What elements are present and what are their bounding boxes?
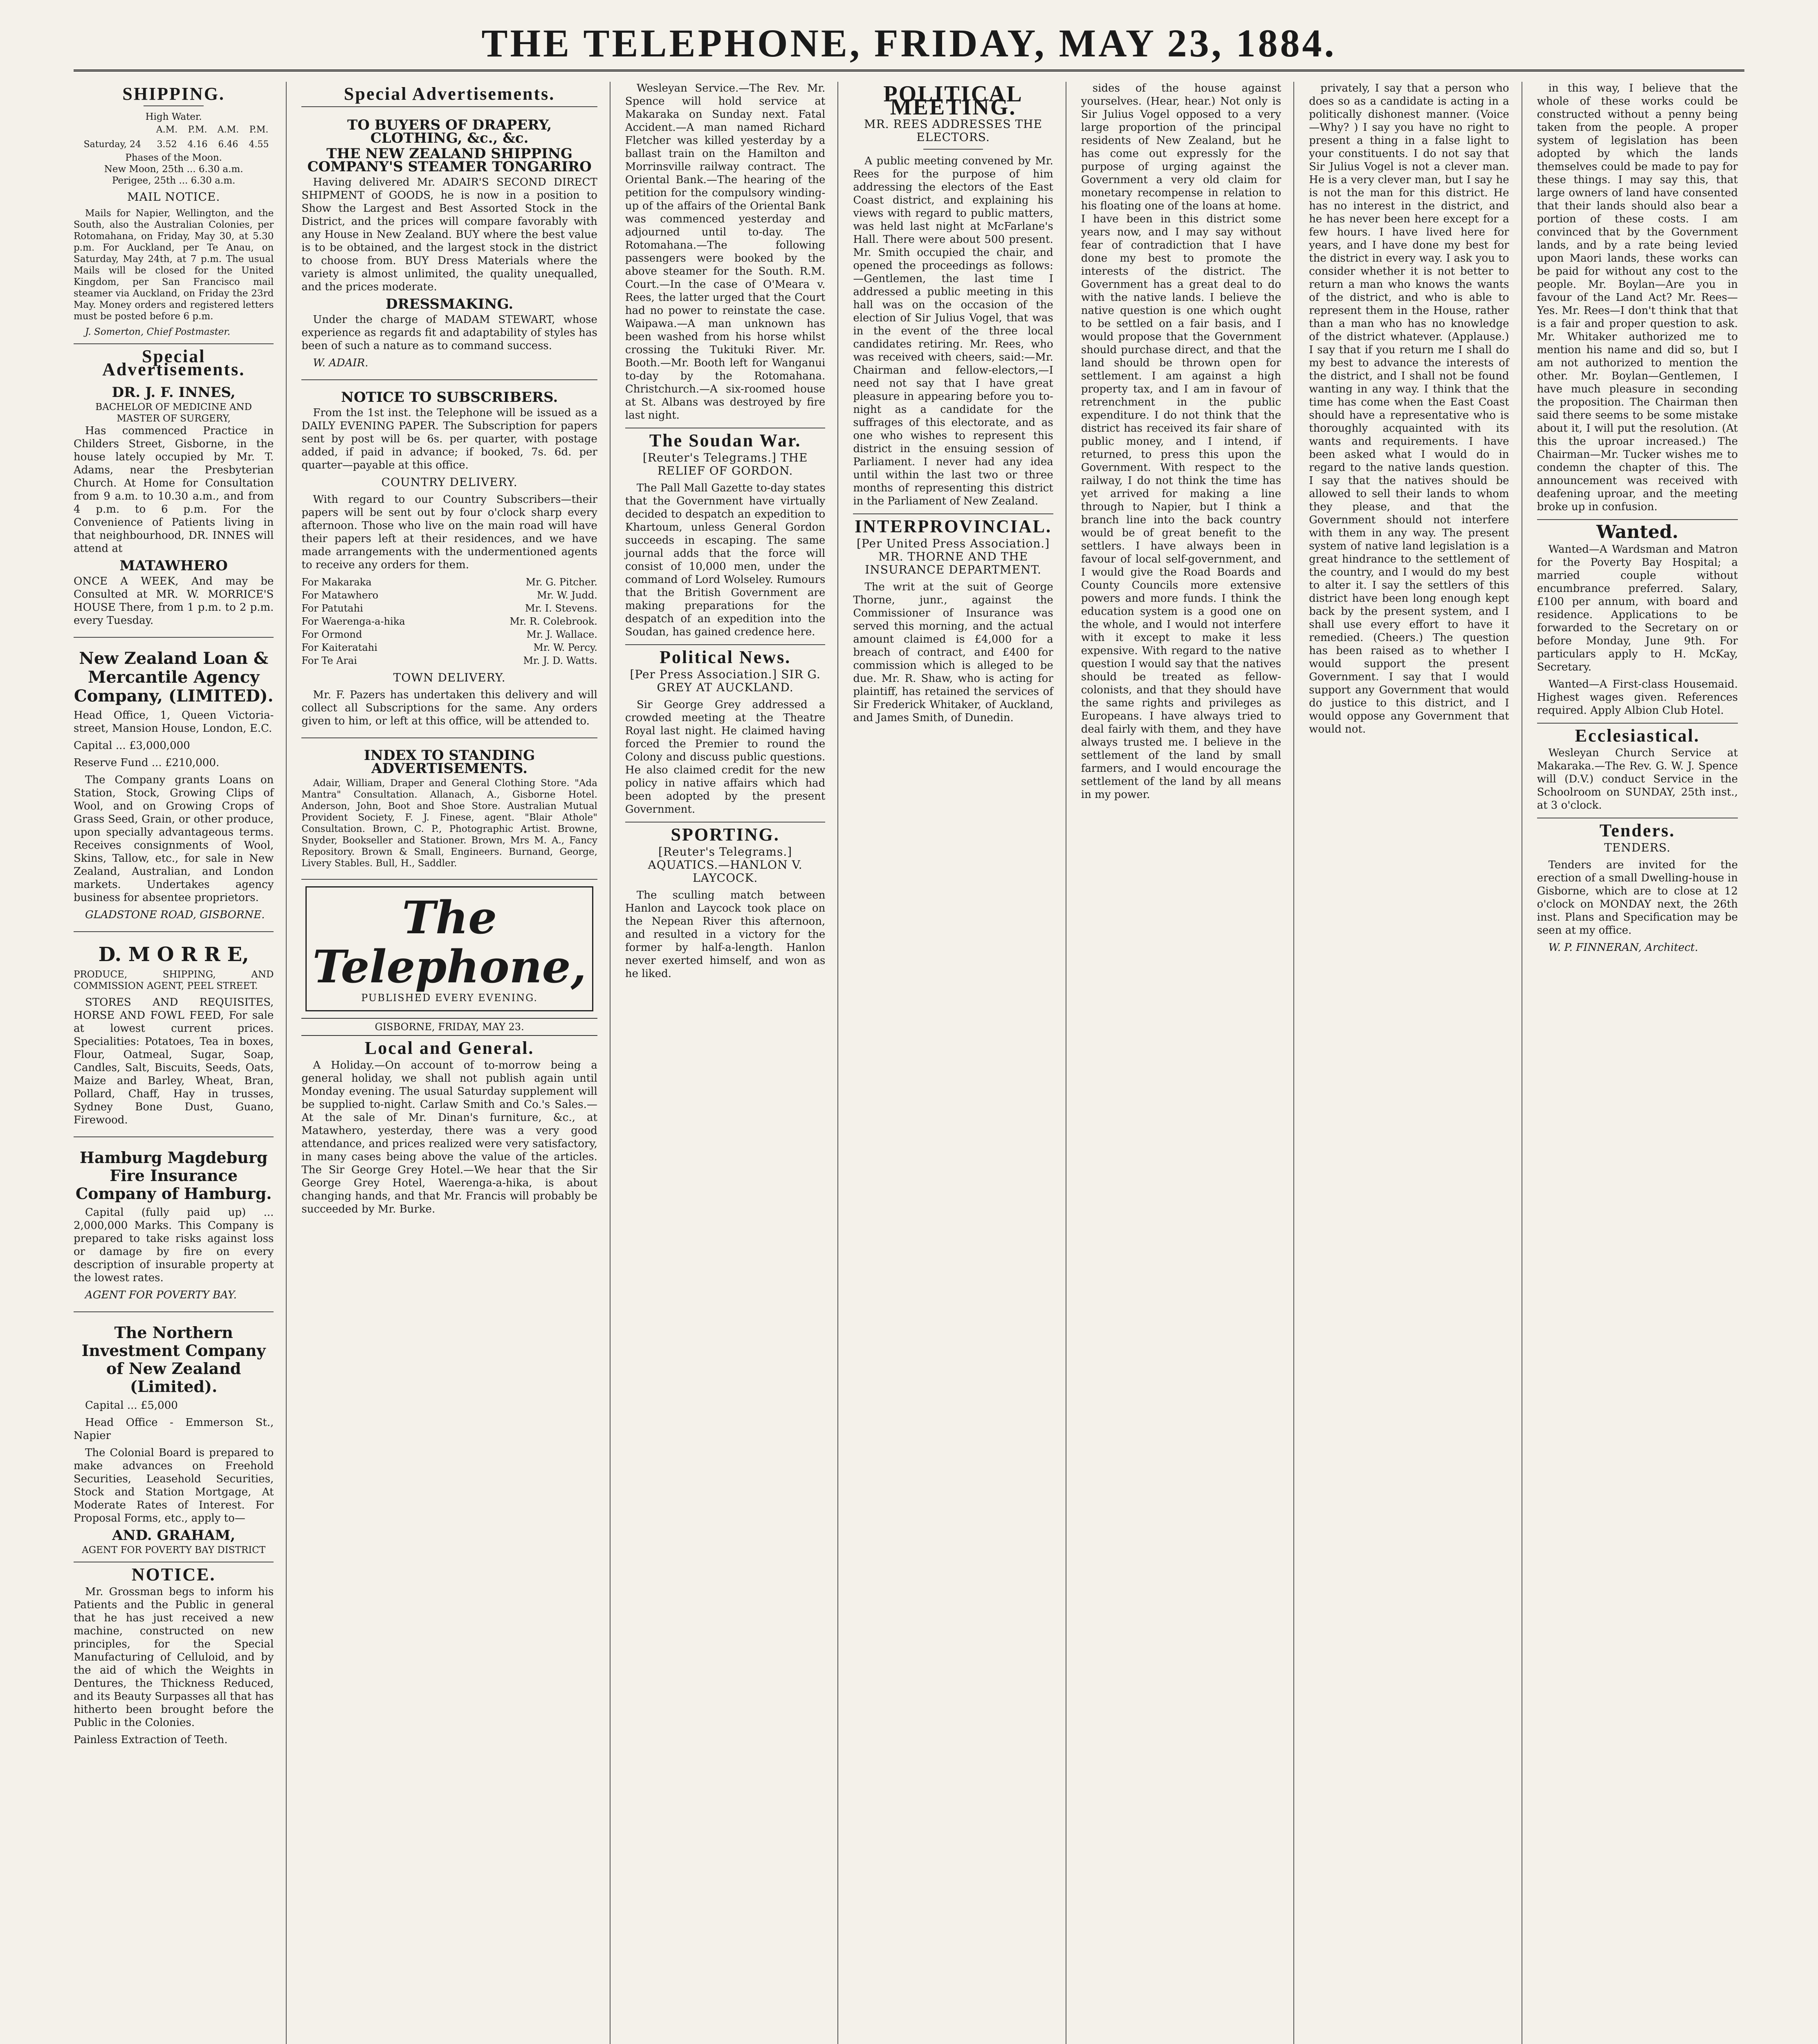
hamburg-text: Capital (fully paid up) ... 2,000,000 Marks. This Company is prepared to take risks against loss or damage by fire on every description of insurable property at the lowest rates. [74,1206,274,1284]
column-3 [625,82,838,2044]
moon-row: Perigee, 25th ... 6.30 a.m. [112,175,236,186]
tide-cell: 4.16 [187,139,208,150]
notice-foot: Painless Extraction of Teeth. [74,1734,228,1746]
interprovincial-title: INTERPROVINCIAL. [855,516,1052,536]
dmore-ad [74,937,274,1137]
ecclesiastical-title: Ecclesiastical. [1575,726,1700,746]
index-title: INDEX TO STANDING ADVERTISEMENTS. [364,747,535,777]
mail-title: MAIL NOTICE. [127,190,220,204]
tide-cell: 4.55 [249,139,269,150]
nzloan-agent: GLADSTONE ROAD, GISBORNE. [85,909,265,921]
agent-row: For Kaiteratahi Mr. W. Percy. [301,642,597,653]
column-7 [1537,82,1750,2044]
sporting-title: SPORTING. [671,825,780,845]
divider [144,105,204,106]
shipping-title: SHIPPING. [122,84,225,104]
matawhero-text: ONCE A WEEK, And may be Consulted at MR. W. MORRICE'S HOUSE There, from 1 p.m. to 2 p.m. every Tuesday. [74,575,274,627]
nzloan-reserve: Reserve Fund ... £210,000. [74,757,220,769]
political-meeting-sub: MR. REES ADDRESSES THE ELECTORS. [864,117,1043,144]
divider [1537,519,1738,520]
town-text: Mr. F. Pazers has undertaken this delivery and will collect all Subscriptions for the same. Any orders given to him, or left at this office, will be attended to. [301,689,597,727]
agent-row: For Makaraka Mr. G. Pitcher. [301,576,597,588]
tenders-sub: TENDERS. [1604,841,1671,854]
moon-row: New Moon, 25th ... 6.30 a.m. [104,164,243,175]
masthead [74,12,1744,72]
dmore-text: STORES AND REQUISITES, HORSE AND FOWL FEED, For sale at lowest current prices. Specialities: Potatoes, Tea in boxes, Flour, Oatmeal, Sugar, Soap, Candles, Salt, Biscuits, Seeds, Oats, Maize and Barley, Wheat, Bran, Pollard, Chaff, Hay in trusses, Sydney Bone Dust, Guano, Firewood. [74,996,274,1126]
tide-col-header: A.M. [217,125,239,135]
drapery-to: TO BUYERS OF DRAPERY, CLOTHING, &c., &c. [347,117,552,146]
divider [74,343,274,344]
divider [853,513,1053,514]
nzloan-ad [74,643,274,932]
matawhero-title: MATAWHERO [119,558,228,574]
country-title: COUNTRY DELIVERY. [381,475,518,489]
soudan-sub: [Reuter's Telegrams.] THE RELIEF OF GORDON. [642,451,808,477]
dateline: GISBORNE, FRIDAY, MAY 23. [301,1018,597,1036]
doctor-name: DR. J. F. INNES, [112,384,236,401]
logo-text: The Telephone, [312,891,586,993]
local-title: Local and General. [364,1038,534,1058]
column-2 [301,82,610,2044]
column-1 [74,82,287,2044]
column-5 [1081,82,1294,2044]
ecclesiastical-text: Wesleyan Church Service at Makaraka.—The Rev. G. W. J. Spence will (D.V.) conduct Service in the Schoolroom on SUNDAY, 25th inst., at 3 o'clock. [1537,747,1738,811]
political-news-title: Political News. [660,647,791,667]
dmore-sub: PRODUCE, SHIPPING, AND COMMISSION AGENT, PEEL STREET. [74,969,274,991]
tide-col-header: A.M. [156,125,178,135]
newspaper-logo [305,886,593,1011]
political-news-text: Sir George Grey addressed a crowded meeting at the Theatre Royal last night. He claimed having forced the Premier to round the Colony and discuss public questions. He also claimed credit for the new policy in native affairs which had been adopted by the present Government. [625,699,826,816]
shipping-company: THE NEW ZEALAND SHIPPING COMPANY'S STEAMER TONGARIRO [307,146,592,175]
agent-row: For Te Arai Mr. J. D. Watts. [301,655,597,666]
subscribers-notice [301,385,597,738]
nzloan-office: Head Office, 1, Queen Victoria-street, Mansion House, London, E.C. [74,709,274,735]
tenders-title: Tenders. [1599,820,1675,840]
tide-col-header: P.M. [188,125,207,135]
tenders-text: Tenders are invited for the erection of a small Dwelling-house in Gisborne, which are to close at 12 o'clock on MONDAY next, the 26th inst. Plans and Specification may be seen at my office. [1537,859,1738,937]
agent-row: For Matawhero Mr. W. Judd. [301,589,597,601]
wanted-text: Wanted—A Wardsman and Matron for the Poverty Bay Hospital; a married couple without encumbrance preferred. Salary, £100 per annum, with board and residence. Applications to be forwarded to the Secretary on or before Monday, June 9th. For particulars apply to H. McKay, Secretary. [1537,543,1738,673]
column-4 [853,82,1066,2044]
wanted-text-2: Wanted—A First-class Housemaid. Highest wages given. References required. Apply Albion Club Hotel. [1537,678,1738,717]
graham-sub: AGENT FOR POVERTY BAY DISTRICT [82,1545,266,1555]
section-title: Special Advertisements. [344,84,555,104]
subscribers-title: NOTICE TO SUBSCRIBERS. [341,389,558,406]
section-title: Special Advertisements. [102,346,245,379]
hamburg-title: Hamburg Magdeburg Fire Insurance Company of Hamburg. [75,1148,272,1203]
column-6 [1309,82,1522,2044]
divider [625,644,825,645]
northern-ad [74,1317,274,1562]
drapery-ad [301,113,597,380]
tide-cell: Saturday, 24 [83,139,141,150]
mail-text: Mails for Napier, Wellington, and the South, also the Australian Colonies, per Rotomahana, on Friday, May 30, at 5.30 p.m. For Auckland, per Te Anau, on Saturday, May 24th, at 7 p.m. The usual Mails will be closed for the United Kingdom, per San Francisco mail steamer via Auckland, on Friday the 23rd May. Money orders and registered letters must be posted before 6 p.m. [74,208,274,322]
logo-sub: PUBLISHED EVERY EVENING. [361,992,538,1004]
tenders-signature: W. P. FINNERAN, Architect. [1548,941,1698,954]
nzloan-capital: Capital ... £3,000,000 [74,740,190,752]
northern-text: The Colonial Board is prepared to make advances on Freehold Securities, Leasehold Securities, Stock and Station Mortgage, At Moderate Rates of Interest. For Proposal Forms, etc., apply to— [74,1447,274,1524]
interprovincial-text: The writ at the suit of George Thorne, junr., against the Commissioner of Insurance was served this morning, and the actual amount claimed is £4,000 for a breach of contract, and £400 for commission which is alleged to be due. Mr. R. Shaw, who is acting for plaintiff, has retained the services of Sir Frederick Whitaker, of Auckland, and James Smith, of Dunedin. [853,581,1053,724]
divider [923,149,983,150]
tide-title: High Water. [145,112,202,122]
hamburg-ad [74,1142,274,1312]
meeting-text: privately, I say that a person who does so as a candidate is acting in a politically dishonest manner. (Voice—Why? ) I say you have no right to present a thing in a false light to your constituents. I do not say that Sir Julius Vogel is not a clever man. He is a very clever man, but I say he is not the man for this district. He has no interest in the district, and he has never been here except for a few hours. I have lived here for years, and I have done my best for the district in every way. I ask you to consider whether it is not better to return a man who knows the wants of the district, and who is able to represent them in the House, rather than a man who has no knowledge of the district whatever. (Applause.) I say that if you return me I shall do my best to advance the interests of the district, and I shall not be found wanting in any way. I think that the time has come when the East Coast should have a representative who is thoroughly acquainted with its wants and requirements. I have been asked what I would do in regard to the native lands question. I say that the natives should be allowed to sell their lands to whom they please, and that the Government should not interfere with them in any way. The present system of native land legislation is a great hindrance to the settlement of the country, and I would do my best to alter it. I say the settlers of this district have been long enough kept back by the present system, and I shall use every effort to have it remedied. (Cheers.) The question has been raised as to whether I would support the present Government. I say that I would support any Government that would do justice to this district, and I would oppose any Government that would not. [1309,82,1509,735]
country-text: With regard to our Country Subscribers—their papers will be sent out by four o'clock sharp every afternoon. Those who live on the main road will have their papers left at their residences, and we have made arrangements with the undermentioned agents to receive any orders for them. [301,493,597,571]
local-text: Wesleyan Service.—The Rev. Mr. Spence will hold service at Makaraka on Sunday next. Fatal Accident.—A man named Richard Fletcher was killed yesterday by a ballast train on the Hamilton and Morrinsville railway contract. The Oriental Bank.—The hearing of the petition for the compulsory winding-up of the affairs of the Oriental Bank was commenced yesterday and adjourned until to-day. The Rotomahana.—The following passengers were booked by the above steamer for the South. R.M. Court.—In the case of O'Meara v. Rees, the latter urged that the Court had no power to reinstate the case. Waipawa.—A man unknown has been washed from his horse whilst crossing the Tukituki River. Mr. Booth.—Mr. Booth left for Wanganui to-day by the Rotomahana. Christchurch.—A six-roomed house at St. Albans was destroyed by fire last night. [625,82,826,421]
hamburg-agent: AGENT FOR POVERTY BAY. [85,1289,237,1301]
adair-signature: W. ADAIR. [313,357,368,369]
divider [625,822,825,823]
interprovincial-sub: [Per United Press Association.] MR. THORNE AND THE INSURANCE DEPARTMENT. [856,537,1050,576]
nzloan-text: The Company grants Loans on Station, Stock, Growing Clips of Wool, and on Growing Crops of Grass Seed, Grain, or other produce, upon specially advantageous terms. Receives consignments of Wool, Skins, Tallow, etc., for sale in New Zealand, Australian, and London markets. Undertakes agency business for absentee proprietors. [74,774,274,904]
columns [74,82,1750,2044]
agent-list [301,576,597,667]
notice-text: Mr. Grossman begs to inform his Patients and the Public in general that he has just received a new machine, constructed on new principles, for the Special Manufacturing of Celluloid, and by the aid of which the Weights in Dentures, the Thickness Reduced, and its Beauty Surpasses all that has hitherto been brought before the Public in the Colonies. [74,1586,274,1729]
town-title: TOWN DELIVERY. [393,671,506,684]
political-news-sub: [Per Press Association.] SIR G. GREY AT AUCKLAND. [630,668,821,694]
index-ad [301,743,597,880]
agent-row: For Patutahi Mr. I. Stevens. [301,603,597,614]
mail-signature: J. Somerton, Chief Postmaster. [85,327,231,337]
political-meeting-title: POLITICAL MEETING. [883,81,1023,120]
tide-table [74,123,274,152]
nzloan-title: New Zealand Loan & Mercantile Agency Company, (LIMITED). [74,649,274,706]
sporting-text: The sculling match between Hanlon and Laycock took place on the Nepean River this afternoon, and resulted in a victory for the former by half-a-length. Hanlon never exerted himself, and won as he liked. [625,889,826,980]
tide-cell: 3.52 [157,139,177,150]
page-title: THE TELEPHONE, FRIDAY, MAY 23, 1884. [481,21,1337,65]
soudan-text: The Pall Mall Gazette to-day states that the Government have virtually decided to despatch an expedition to Khartoum, unless General Gordon succeeds in escaping. The same journal adds that the force will consist of 10,000 men, under the command of Lord Wolseley. Rumours that the British Government are making preparations for the despatch of an expedition into the Soudan, has gained credence here. [625,482,826,638]
doctor-text: Has commenced Practice in Childers Street, Gisborne, in the house lately occupied by Mr. T. Adams, near the Presbyterian Church. At Home for Consultation from 9 a.m. to 10.30 a.m., and from 4 p.m. to 6 p.m. For the Convenience of Patients living in that neighbourhood, DR. INNES will attend at [74,425,274,555]
tide-cell: 6.46 [218,139,238,150]
dressmaking-title: DRESSMAKING. [386,296,514,312]
moon-title: Phases of the Moon. [125,152,222,163]
doctor-sub: BACHELOR OF MEDICINE AND MASTER OF SURGERY, [95,402,252,424]
notice-title: NOTICE. [131,1564,216,1585]
sporting-sub: [Reuter's Telegrams.] AQUATICS.—HANLON V. LAYCOCK. [648,845,803,885]
wanted-title: Wanted. [1596,522,1679,542]
doctor-ad [74,380,274,638]
northern-capital: Capital ... £5,000 [85,1399,178,1412]
dmore-title: D. M O R R E, [98,943,249,966]
tide-col-header: P.M. [249,125,269,135]
meeting-text: in this way, I believe that the whole of these works could be constructed without a penny being taken from the people. A proper system of legislation has been adopted by which the lands themselves could be made to pay for these things. I may say this, that large owners of land have consented that their lands should also bear a portion of these costs. I am convinced that by the Government lands, and by a rate being levied upon Maori lands, these works can be paid for without any cost to the people. Mr. Boylan—Are you in favour of the Land Act? Mr. Rees—Yes. Mr. Rees—I don't think that that is a fair and proper question to ask. Mr. Whitaker authorized me to mention his name and did so, but I am not authorized to mention the other. Mr. Boylan—Gentlemen, I have much pleasure in seconding the proposition. The Chairman then said there seems to be some mistake about it, I will put the resolution. (At this the uproar increased.) The Chairman—Mr. Tucker wishes me to condemn the chapter of this. The announcement was received with deafening uproar, and the meeting broke up in confusion. [1537,82,1738,513]
agent-row: For Waerenga-a-hika Mr. R. Colebrook. [301,616,597,627]
meeting-text: sides of the house against yourselves. (Hear, hear.) Not only is Sir Julius Vogel opposed to a very large proportion of the principal residents of New Zealand, but he has come out expressly for the purpose of urging against the Government a very old claim for monetary recompense in relation to his floating one of the loans at home. I have been in this district some years now, and I may say without fear of contradiction that I have done my best to promote the interests of the district. The Government has a great deal to do with the native lands. I believe the native question is one which ought to be settled on a fair basis, and I would propose that the Government should purchase direct, and that the land should be thrown open for settlement. I am against a high property tax, and I am in favour of retrenchment in the public expenditure. I do not think that the district has received its fair share of public money, and I intend, if returned, to press this upon the Government. With respect to the railway, I do not think the time has yet arrived for making a line through to Napier, but I think a branch line into the back country would be of great benefit to the settlers. I have always been in favour of local self-government, and I would give the Road Boards and County Councils more extensive powers and more funds. I think the education system is a good one on the whole, and I would not interfere with it except to make it less expensive. With regard to the native question I would say that the natives should be treated as fellow-colonists, and that they should have the same rights and privileges as Europeans. I have always tried to deal fairly with them, and they have always trusted me. I believe in the settlement of the land by small farmers, and I would encourage the settlement of the land by all means in my power. [1081,82,1282,801]
meeting-text: A public meeting convened by Mr. Rees for the purpose of him addressing the electors of the East Coast district, and explaining his views with regard to public matters, was held last night at McFarlane's Hall. There were about 500 present. Mr. Smith occupied the chair, and opened the proceedings as follows:—Gentlemen, the last time I addressed a public meeting in this hall was on the occasion of the election of Sir Julius Vogel, that was in the event of the three local candidates retiring. Mr. Rees, who was received with cheers, said:—Mr. Chairman and fellow-electors,—I need not say that I have great pleasure in appearing before you to-night as a candidate for the suffrages of this electorate, and as one who wishes to represent this district in the ensuing session of Parliament. I never had any idea until within the last two or three months of representing this district in the Parliament of New Zealand. [853,155,1053,507]
local-text: A Holiday.—On account of to-morrow being a general holiday, we shall not publish again until Monday evening. The usual Saturday supplement will be supplied to-night. Carlaw Smith and Co.'s Sales.—At the sale of Mr. Dinan's furniture, &c., at Matawhero, yesterday, there was a very good attendance, and prices realized were very satisfactory, in many cases being above the value of the articles. The Sir George Grey Hotel.—We hear that the Sir George Grey Hotel, Waerenga-a-hika, is about changing hands, and that Mr. Francis will probably be succeeded by Mr. Burke. [301,1059,597,1215]
divider [301,106,597,107]
soudan-title: The Soudan War. [649,430,801,450]
subscribers-text: From the 1st inst. the Telephone will be issued as a DAILY EVENING PAPER. The Subscription for papers sent by post will be 6s. per quarter, with postage added, if paid in advance; if booked, 7s. 6d. per quarter—payable at this office. [301,407,597,471]
index-text: Adair, William, Draper and General Clothing Store. "Ada Mantra" Consultation. Allanach, A., Gisborne Hotel. Anderson, John, Boot and Shoe Store. Australian Mutual Provident Society, F. J. Finese, agent. "Blair Athole" Consultation. Brown, C. P., Photographic Artist. Browne, Snyder, Bookseller and Stationer. Brown, Mrs M. A., Fancy Repository. Brown & Small, Engineers. Burnand, George, Livery Stables. Bull, H., Saddler. [301,778,597,869]
agent-row: For Ormond Mr. J. Wallace. [301,629,597,640]
northern-title: The Northern Investment Company of New Zealand (Limited). [81,1323,266,1396]
dressmaking-text: Under the charge of MADAM STEWART, whose experience as regards fit and adaptability of styles has been of such a nature as to command success. [301,314,597,352]
graham-name: AND. GRAHAM, [112,1527,236,1544]
drapery-text: Having delivered Mr. ADAIR'S SECOND DIRECT SHIPMENT of GOODS, he is now in a position to Show the Largest and Best Assorted Stock in the District, and the prices will compare favorably with any House in New Zealand. BUY where the best value is to be obtained, and the largest stock in the district to choose from. BUY Dress Materials where the variety is almost unlimited, the quality unequalled, and the prices moderate. [301,176,597,293]
northern-office: Head Office - Emmerson St., Napier [74,1416,274,1442]
divider [1537,723,1738,724]
